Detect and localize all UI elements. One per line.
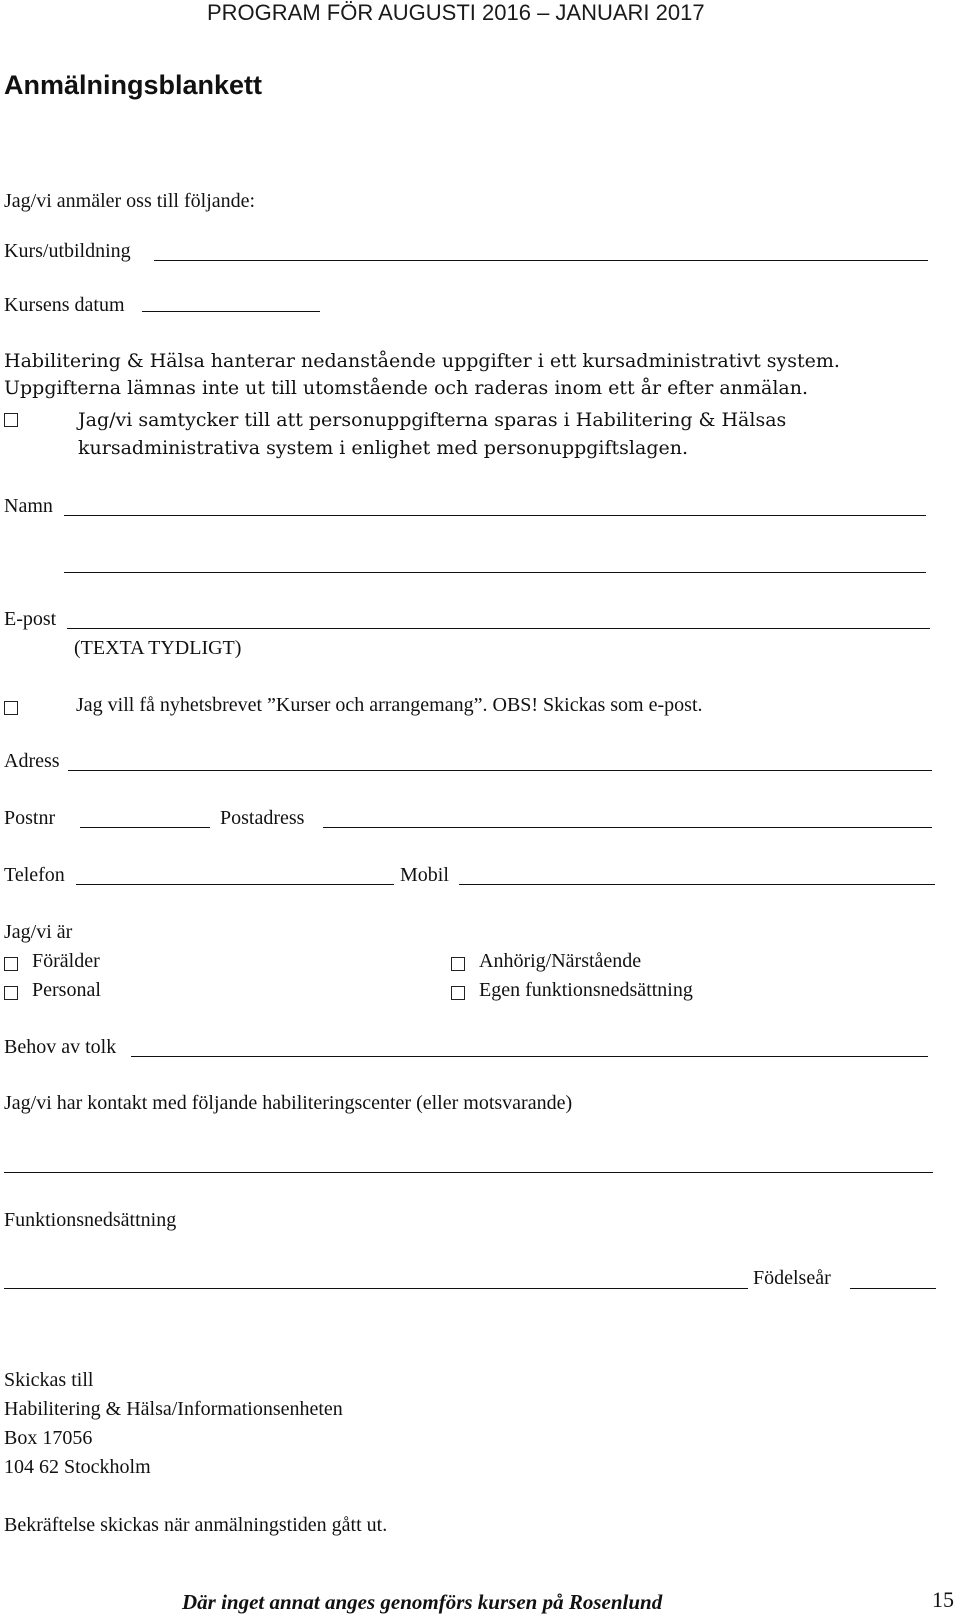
role-label-own-disability: Egen funktionsnedsättning — [479, 979, 693, 1001]
page-number: 15 — [932, 1587, 954, 1612]
course-label: Kurs/utbildning — [4, 240, 131, 262]
mobile-input-line[interactable] — [459, 884, 935, 885]
role-label-staff: Personal — [32, 979, 101, 1001]
postcode-label: Postnr — [4, 807, 56, 829]
postal-address-label: Postadress — [220, 807, 305, 829]
role-checkbox-staff[interactable] — [4, 986, 18, 1000]
center-text: Jag/vi har kontakt med följande habiliteringscenter (eller motsvarande) — [4, 1092, 573, 1114]
phone-label: Telefon — [4, 864, 65, 886]
postal-address-input-line[interactable] — [323, 827, 932, 828]
center-input-line[interactable] — [4, 1172, 933, 1173]
page-header: PROGRAM FÖR AUGUSTI 2016 – JANUARI 2017 — [207, 0, 705, 25]
role-checkbox-own-disability[interactable] — [451, 986, 465, 1000]
interpreter-label: Behov av tolk — [4, 1036, 117, 1058]
send-to-line3: 104 62 Stockholm — [4, 1456, 151, 1478]
course-input-line[interactable] — [154, 260, 928, 261]
consent-text-line2: kursadministrativa system i enlighet med personuppgiftslagen. — [78, 437, 689, 459]
interpreter-input-line[interactable] — [131, 1056, 928, 1057]
page-footer: Där inget annat anges genomförs kursen på Rosenlund — [182, 1590, 663, 1614]
name-input-line[interactable] — [64, 515, 926, 516]
send-to-line2: Box 17056 — [4, 1427, 93, 1449]
name-label: Namn — [4, 495, 53, 517]
email-input-line[interactable] — [67, 628, 930, 629]
address-input-line[interactable] — [68, 770, 932, 771]
postcode-input-line[interactable] — [80, 827, 210, 828]
newsletter-checkbox[interactable] — [4, 701, 18, 715]
privacy-text-line1: Habilitering & Hälsa hanterar nedanstående uppgifter i ett kursadministrativt system. — [4, 350, 840, 372]
send-to-heading: Skickas till — [4, 1369, 94, 1391]
course-date-input-line[interactable] — [142, 311, 320, 312]
form-title: Anmälningsblankett — [4, 70, 263, 100]
role-label-relative: Anhörig/Närstående — [479, 950, 642, 972]
phone-input-line[interactable] — [76, 884, 394, 885]
role-checkbox-relative[interactable] — [451, 957, 465, 971]
disability-label: Funktionsnedsättning — [4, 1209, 177, 1231]
role-label-parent: Förälder — [32, 950, 100, 972]
role-checkbox-parent[interactable] — [4, 957, 18, 971]
consent-text-line1: Jag/vi samtycker till att personuppgifterna sparas i Habilitering & Hälsas — [78, 409, 787, 431]
confirmation-text: Bekräftelse skickas när anmälningstiden gått ut. — [4, 1514, 388, 1536]
role-heading: Jag/vi är — [4, 921, 73, 943]
mobile-label: Mobil — [400, 864, 449, 886]
send-to-line1: Habilitering & Hälsa/Informationsenheten — [4, 1398, 343, 1420]
email-note: (TEXTA TYDLIGT) — [74, 637, 242, 659]
disability-input-line[interactable] — [4, 1288, 748, 1289]
course-date-label: Kursens datum — [4, 294, 125, 316]
address-label: Adress — [4, 750, 60, 772]
birth-year-input-line[interactable] — [850, 1288, 936, 1289]
consent-checkbox[interactable] — [4, 413, 18, 427]
intro-text: Jag/vi anmäler oss till följande: — [4, 190, 256, 212]
email-label: E-post — [4, 608, 57, 630]
birth-year-label: Födelseår — [753, 1267, 831, 1289]
newsletter-text: Jag vill få nyhetsbrevet ”Kurser och arrangemang”. OBS! Skickas som e-post. — [76, 694, 703, 716]
name-extra-line[interactable] — [64, 572, 926, 573]
privacy-text-line2: Uppgifterna lämnas inte ut till utomstående och raderas inom ett år efter anmälan. — [4, 377, 809, 399]
